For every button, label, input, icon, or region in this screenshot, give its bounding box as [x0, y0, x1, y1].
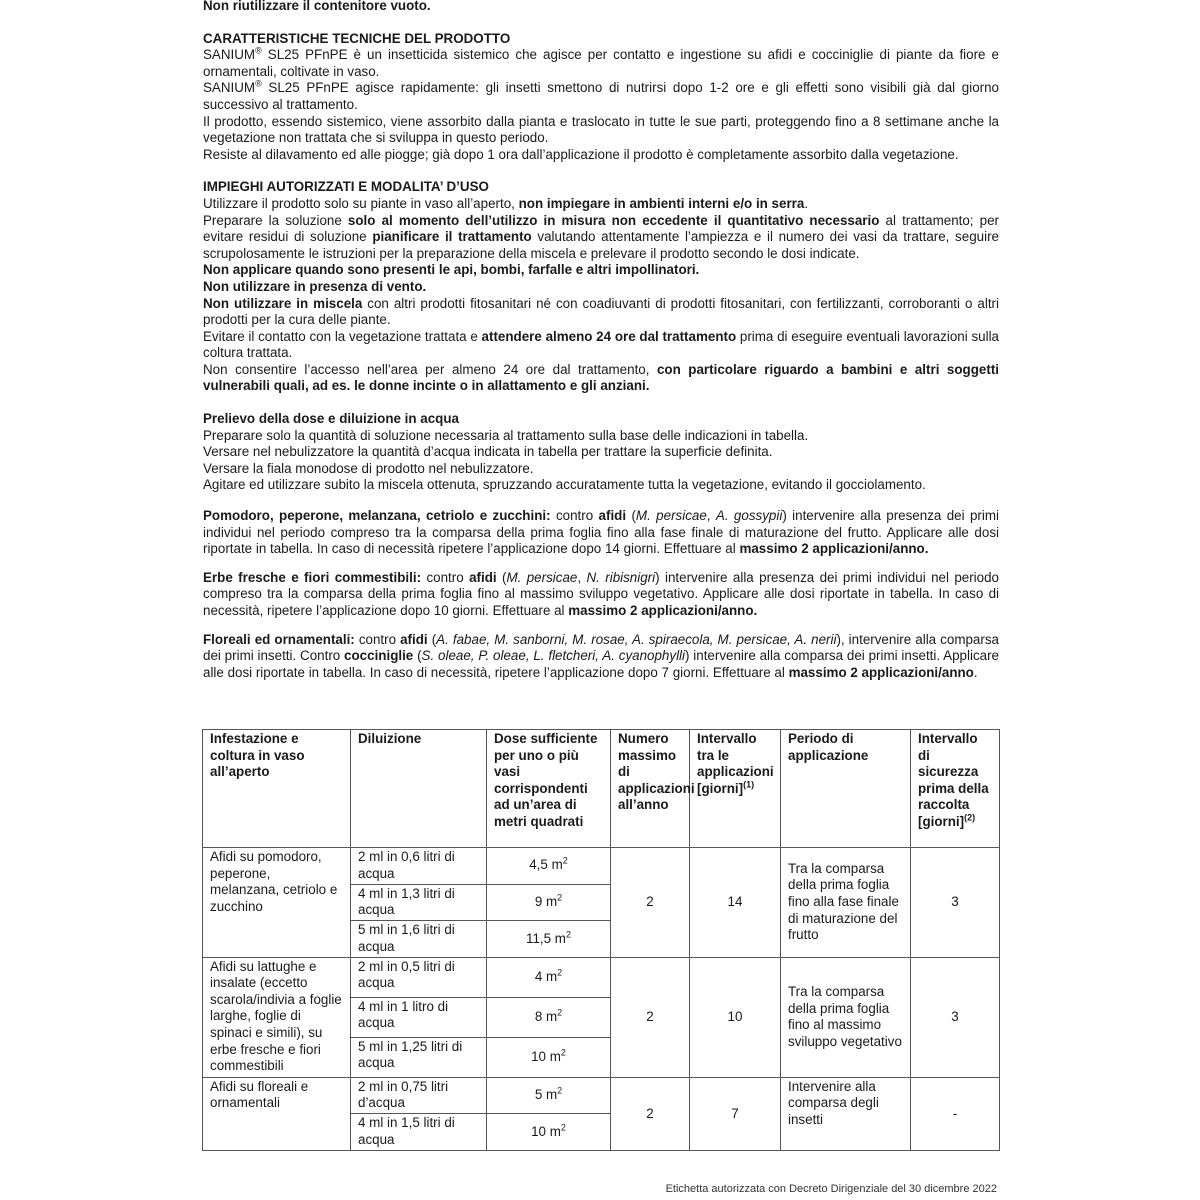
header-infestation: Infestazione e coltura in vaso all’aperto — [203, 730, 351, 848]
area-cell: 4,5 $m^2$ — [487, 848, 611, 885]
dose-line-2: Versare nel nebulizzatore la quantità d’acqua indicata in tabella per trattare la superficie definita. — [203, 444, 773, 460]
dose-table — [202, 729, 1000, 1151]
crop-ornamentals: Floreali ed ornamentali: contro afidi (A. fabae, M. sanborni, M. rosae, A. spiraecola, M. persicae, A. nerii), intervenire alla comparsa dei primi insetti. Contro cocciniglie (S. oleae, P. oleae, L. fletcheri, A. cyanophylli) intervenire alla comparsa dei primi insetti. Applicare alle dosi riportate in tabella. In caso di necessità, ripetere l’applicazione dopo 7 giorni. Effettuare al massimo 2 applicazioni/anno. — [203, 631, 1000, 680]
uses-title: IMPIEGHI AUTORIZZATI E MODALITA’ D’USO — [203, 179, 489, 195]
table-row — [203, 957, 1000, 997]
max-apps-cell: 2 — [611, 1077, 690, 1150]
safety-cell: 3 — [911, 957, 1000, 1077]
uses-section — [203, 179, 999, 395]
area-cell: 11,5 $m^2$ — [487, 921, 611, 958]
area-cell: 10 $m^2$ — [487, 1037, 611, 1077]
crop-cell: Afidi su lattughe e insalate (eccetto scarola/indivia a foglie larghe, foglie di spinaci e simili), su erbe fresche e fiori commestibili — [203, 957, 351, 1077]
dose-title: Prelievo della dose e diluizione in acqua — [203, 411, 459, 427]
table-row — [203, 1077, 1000, 1114]
safety-cell: 3 — [911, 848, 1000, 958]
features-paragraph-3: Il prodotto, essendo sistemico, viene assorbito dalla pianta e traslocato in tutte le sue parti, proteggendo fino a 8 settimane anche la vegetazione non trattata che si sviluppa in questo periodo. — [203, 113, 999, 146]
dilution-cell: 4 ml in 1,5 litri di acqua — [351, 1114, 487, 1151]
uses-line-4: Non utilizzare in presenza di vento. — [203, 278, 427, 294]
dose-line-4: Agitare ed utilizzare subito la miscela ottenuta, spruzzando accuratamente tutta la vegetazione, evitando il gocciolamento. — [203, 477, 926, 493]
dose-line-1: Preparare solo la quantità di soluzione necessaria al trattamento sulla base delle indicazioni in tabella. — [203, 427, 809, 443]
uses-line-7: Non consentire l’accesso nell’area per almeno 24 ore dal trattamento, con particolare riguardo a bambini e altri soggetti vulnerabili quali, ad es. le donne incinte o in allattamento e gli anziani. — [203, 361, 999, 394]
uses-line-2: Preparare la soluzione solo al momento dell’utilizzo in misura non eccedente il quantitativo necessario al trattamento; per evitare residui di soluzione pianificare il trattamento valutando attentamente l’ampiezza e il numero dei vasi da trattare, seguire scrupolosamente le istruzioni per la preparazione della miscela e prelevare il prodotto secondo le dosi indicate. — [203, 212, 999, 261]
uses-line-3: Non applicare quando sono presenti le api, bombi, farfalle e altri impollinatori. — [203, 262, 700, 278]
period-cell: Tra la comparsa della prima foglia fino alla fase finale di maturazione del frutto — [781, 848, 911, 958]
label-document — [203, 0, 999, 681]
uses-line-1: Utilizzare il prodotto solo su piante in vaso all’aperto, non impiegare in ambienti interni e/o in serra. — [203, 195, 809, 211]
features-title: CARATTERISTICHE TECNICHE DEL PRODOTTO — [203, 30, 511, 46]
dilution-cell: 4 ml in 1,3 litri di acqua — [351, 884, 487, 921]
crop-cell: Afidi su pomodoro, peperone, melanzana, cetriolo e zucchino — [203, 848, 351, 958]
dilution-cell: 4 ml in 1 litro di acqua — [351, 997, 487, 1037]
dilution-cell: 5 ml in 1,25 litri di acqua — [351, 1037, 487, 1077]
table-row — [203, 848, 1000, 885]
area-cell: 8 $m^2$ — [487, 997, 611, 1037]
area-cell: 5 $m^2$ — [487, 1077, 611, 1114]
features-paragraph-4: Resiste al dilavamento ed alle piogge; già dopo 1 ora dall’applicazione il prodotto è completamente assorbito dalla vegetazione. — [203, 146, 959, 162]
dilution-cell: 2 ml in 0,6 litri di acqua — [351, 848, 487, 885]
table-header-row — [203, 730, 1000, 848]
uses-line-6: Evitare il contatto con la vegetazione trattata e attendere almeno 24 ore dal trattamento prima di eseguire eventuali lavorazioni sulla coltura trattata. — [203, 328, 999, 361]
dose-line-3: Versare la fiala monodose di prodotto nel nebulizzatore. — [203, 460, 534, 476]
dose-section — [203, 411, 999, 494]
dilution-cell: 5 ml in 1,6 litri di acqua — [351, 921, 487, 958]
safety-cell: - — [911, 1077, 1000, 1150]
header-interval: Intervallo tra le applicazioni [giorni]$^{(1)}$ — [690, 730, 781, 848]
max-apps-cell: 2 — [611, 848, 690, 958]
period-cell: Intervenire alla comparsa degli insetti — [781, 1077, 911, 1150]
uses-line-5: Non utilizzare in miscela con altri prodotti fitosanitari né con coadiuvanti di prodotti fitosanitari, con fertilizzanti, corroboranti o altri prodotti per la cura delle piante. — [203, 295, 999, 328]
container-warning: Non riutilizzare il contenitore vuoto. — [203, 0, 431, 13]
header-dilution: Diluizione — [351, 730, 487, 848]
interval-cell: 10 — [690, 957, 781, 1077]
interval-cell: 14 — [690, 848, 781, 958]
features-section — [203, 31, 999, 164]
interval-cell: 7 — [690, 1077, 781, 1150]
period-cell: Tra la comparsa della prima foglia fino al massimo sviluppo vegetativo — [781, 957, 911, 1077]
dilution-cell: 2 ml in 0,5 litri di acqua — [351, 957, 487, 997]
header-safety: Intervallo di sicurezza prima della raccolta [giorni]$^{(2)}$ — [911, 730, 1000, 848]
crop-vegetables: Pomodoro, peperone, melanzana, cetriolo e zucchini: contro afidi (M. persicae, A. gossypii) intervenire alla presenza dei primi individui nel periodo compreso tra la comparsa della prima foglia fino alla fase finale di maturazione del frutto. Applicare alle dosi riportate in tabella. In caso di necessità ripetere l’applicazione dopo 14 giorni. Effettuare al massimo 2 applicazioni/anno. — [203, 508, 999, 557]
area-cell: 10 $m^2$ — [487, 1114, 611, 1151]
features-paragraph-2: SANIUM® SL25 PFnPE agisce rapidamente: gli insetti smettono di nutrirsi dopo 1-2 ore e gli effetti sono visibili già dal giorno successivo al trattamento. — [203, 78, 999, 112]
authorization-footer: Etichetta autorizzata con Decreto Dirigenziale del 30 dicembre 2022 — [665, 1183, 997, 1195]
crop-cell: Afidi su floreali e ornamentali — [203, 1077, 351, 1150]
header-period: Periodo di applicazione — [781, 730, 911, 848]
area-cell: 4 $m^2$ — [487, 957, 611, 997]
crop-herbs: Erbe fresche e fiori commestibili: contro afidi (M. persicae, N. ribisnigri) intervenire alla presenza dei primi individui nel periodo compreso tra la comparsa della prima foglia fino al massimo sviluppo vegetativo. Applicare alle dosi riportate in tabella. In caso di necessità, ripetere l’applicazione dopo 10 giorni. Effettuare al massimo 2 applicazioni/anno. — [203, 569, 999, 618]
max-apps-cell: 2 — [611, 957, 690, 1077]
features-paragraph-1: SANIUM® SL25 PFnPE è un insetticida sistemico che agisce per contatto e ingestione su afidi e cocciniglie di piante da fiore e ornamentali, coltivate in vaso. — [203, 45, 999, 79]
header-dose: Dose sufficiente per uno o più vasi corrispondenti ad un’area di metri quadrati — [487, 730, 611, 848]
dilution-cell: 2 ml in 0,75 litri d’acqua — [351, 1077, 487, 1114]
header-max-apps: Numero massimo di applicazioni all’anno — [611, 730, 690, 848]
area-cell: 9 $m^2$ — [487, 884, 611, 921]
